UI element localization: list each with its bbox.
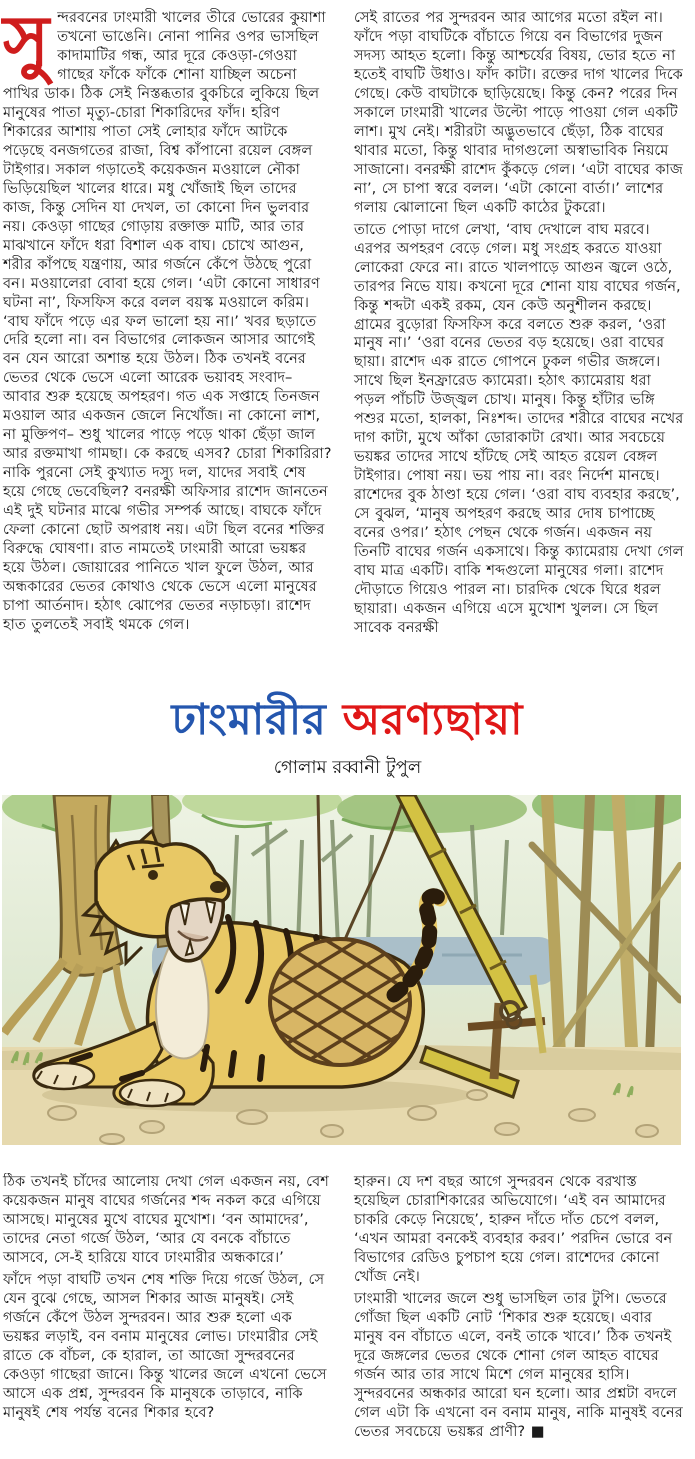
article-title	[0, 697, 695, 744]
paragraph: সেই রাতের পর সুন্দরবন আর আগের মতো রইল না। ফাঁদে পড়া বাঘটিকে বাঁচাতে গিয়ে বন বিভাগের দুজন সদস্য আহত হলো। কিন্তু আশ্চর্যের বিষয়, ভোর হতে না হতেই বাঘটি উধাও। ফাঁদ কাটা। রক্তের দাগ খালের দিকে গেছে। কেউ বাঘটাকে ছাড়িয়েছে। কিন্তু কেন? পরের দিন সকালে ঢাংমারী খালের উল্টো পাড়ে পাওয়া গেল একটি লাশ। মুখ নেই। শরীরটা অদ্ভুতভাবে ছেঁড়া, ঠিক বাঘের থাবার মতো, কিন্তু থাবার দাগগুলো অস্বাভাবিক নিয়মে সাজানো। বনরক্ষী রাশেদ কুঁকড়ে গেল। ‘এটা বাঘের কাজ না’, সে চাপা স্বরে বলল। ‘এটা কোনো বার্তা।’ লাশের গলায় ঝোলানো ছিল একটি কাঠের টুকরো।	[354, 9, 683, 216]
paragraph: ঠিক তখনই চাঁদের আলোয় দেখা গেল একজন নয়, বেশ কয়েকজন মানুষ বাঘের গর্জনের শব্দ নকল করে এগিয়ে আসছে। মানুষের মুখে বাঘের মুখোশ। ‘বন আমাদের’, তাদের নেতা গর্জে উঠল, ‘আর যে বনকে বাঁচাতে আসবে, সে-ই হারিয়ে যাবে ঢাংমারীর অন্ধকারে।’	[3, 1173, 329, 1267]
title-word-2: অরণ্যছায়া	[342, 695, 524, 745]
paragraph-text: ন্দরবনের ঢাংমারী খালের তীরে ভোরের কুয়াশা তখনো ভাঙেনি। নোনা পানির ওপর ভাসছিল কাদামাটির গন্ধ, আর দূরে কেওড়া-গেওয়া গাছের ফাঁকে ফাঁকে শোনা যাচ্ছিল অচেনা পাখির ডাক। ঠিক সেই নিস্তব্ধতার বুকচিরে লুকিয়ে ছিল মানুষের পাতা মৃত্যু-চোরা শিকারিদের ফাঁদ। হরিণ শিকারের আশায় পাতা সেই লোহার ফাঁদে আটকে পড়েছে বনজগতের রাজা, বিশ্ব কাঁপানো রয়েল বেঙ্গল টাইগার। সকাল গড়াতেই কয়েকজন মওয়ালে নৌকা ভিড়িয়েছিল খালের ধারে। মধু খোঁজাই ছিল তাদের কাজ, কিন্তু সেদিন যা দেখল, তা কোনো দিন ভুলবার নয়। কেওড়া গাছের গোড়ায় রক্তাক্ত মাটি, আর তার মাঝখানে ফাঁদে ধরা বিশাল এক বাঘ। চোখে আগুন, শরীর কাঁপছে যন্ত্রণায়, আর গর্জনে কেঁপে উঠছে পুরো বন। মওয়ালেরা বোবা হয়ে গেল। ‘এটা কোনো সাধারণ ঘটনা না’, ফিসফিস করে বলল বয়স্ক মওয়ালে করিম। ‘বাঘ ফাঁদে পড়ে এর ফল ভালো হয় না।’ খবর ছড়াতে দেরি হলো না। বন বিভাগের লোকজন আসার আগেই বন যেন আরো অশান্ত হয়ে উঠল। ঠিক তখনই বনের ভেতর থেকে ভেসে এলো আরেক ভয়াবহ সংবাদ– আবার শুরু হয়েছে অপহরণ। গত এক সপ্তাহে তিনজন মওয়াল আর একজন জেলে নিখোঁজ। না কোনো লাশ, না মুক্তিপণ– শুধু খালের পাড়ে পড়ে থাকা ছেঁড়া জাল আর রক্তমাখা গামছা। কে করছে এসব? চোরা শিকারিরা? নাকি পুরনো সেই কুখ্যাত দস্যু দল, যাদের সবাই শেষ হয়ে গেছে ভেবেছিল? বনরক্ষী অফিসার রাশেদ জানতেন এই দুই ঘটনার মাঝে গভীর সম্পর্ক আছে। বাঘকে ফাঁদে ফেলা কোনো ছোট অপরাধ নয়। এটা ছিল বনের শক্তির বিরুদ্ধে ঘোষণা। রাত নামতেই ঢাংমারী আরো ভয়ঙ্কর হয়ে উঠল। জোয়ারের পানিতে খাল ফুলে উঠল, আর অন্ধকারের ভেতর কোথাও থেকে ভেসে এলো মানুষের চাপা আর্তনাদ। হঠাৎ ঝোপের ভেতর নড়াচড়া। রাশেদ হাত তুলতেই সবাই থমকে গেল।	[3, 9, 332, 633]
paragraph	[3, 0, 333, 635]
column-bottom-right	[354, 1173, 684, 1459]
column-bottom-left	[3, 1173, 333, 1459]
tiger-nose	[210, 881, 226, 893]
paragraph: তাতে পোড়া দাগে লেখা, ‘বাঘ দেখালে বাঘ মরবে। এরপর অপহরণ বেড়ে গেল। মধু সংগ্রহ করতে যাওয়া লোকেরা ফেরে না। রাতে খালপাড়ে আগুন জ্বলে ওঠে, তারপর নিভে যায়। কখনো দূরে শোনা যায় বাঘের গর্জন, কিন্তু শব্দটা একই রকম, যেন কেউ অনুশীলন করছে। গ্রামের বুড়োরা ফিসফিস করে বলতে শুরু করল, ‘ওরা মানুষ না।’ ‘ওরা বনের ভেতর বড় হয়েছে। ওরা বাঘের ছায়া। রাশেদ এক রাতে গোপনে ঢুকল গভীর জঙ্গলে। সাথে ছিল ইনফ্রারেড ক্যামেরা। হঠাৎ ক্যামেরায় ধরা পড়ল পাঁচটি উজ্জ্বল চোখ। মানুষ। কিন্তু হাঁটার ভঙ্গি পশুর মতো, হালকা, নিঃশব্দ। তাদের শরীরে বাঘের নখের দাগ কাটা, মুখে আঁকা ডোরাকাটা রেখা। আর সবচেয়ে ভয়ঙ্কর তাদের সাথে হাঁটছে সেই আহত রয়েল বেঙ্গল টাইগার। পোষা নয়। ভয় পায় না। বরং নির্দেশ মানছে। রাশেদের বুক ঠাণ্ডা হয়ে গেল। ‘ওরা বাঘ ব্যবহার করছে’, সে বুঝল, ‘মানুষ অপহরণ করছে আর দোষ চাপাচ্ছে বনের ওপর।’ হঠাৎ পেছন থেকে গর্জন। একজন নয় তিনটি বাঘের গর্জন একসাথে। কিন্তু ক্যামেরায় দেখা গেল বাঘ মাত্র একটি। বাকি শব্দগুলো মানুষের গলা। রাশেদ দৌড়াতে গিয়েও পারল না। চারদিক থেকে ঘিরে ধরল ছায়ারা। একজন এগিয়ে এসে মুখোশ খুলল। সে ছিল সাবেক বনরক্ষী	[354, 220, 684, 636]
title-word-1: ঢাংমারীর	[171, 695, 327, 745]
drop-cap: সু	[3, 0, 50, 82]
byline: গোলাম রব্বানী টুপুল	[273, 757, 422, 779]
intro-columns	[0, 0, 695, 685]
paragraph: ফাঁদে পড়া বাঘটি তখন শেষ শক্তি দিয়ে গর্জে উঠল, সে যেন বুঝে গেছে, আসল শিকার আজ মানুষই। সেই গর্জনে কেঁপে উঠল সুন্দরবন। আর শুরু হলো এক ভয়ঙ্কর লড়াই, বন বনাম মানুষের লোভ। ঢাংমারীর সেই রাতে কে বাঁচল, কে হারাল, তা আজো সুন্দরবনের কেওড়া গাছেরা জানে। কিন্তু খালের জলে এখনো ভেসে আসে এক প্রশ্ন, সুন্দরবন কি মানুষকে তাড়াবে, নাকি মানুষই শেষ পর্যন্ত বনের শিকার হবে?	[3, 1271, 327, 1421]
paragraph: হারুন। যে দশ বছর আগে সুন্দরবন থেকে বরখাস্ত হয়েছিল চোরাশিকারের অভিযোগে। ‘এই বন আমাদের চাকরি কেড়ে নিয়েছে’, হারুন দাঁতে দাঁত চেপে বলল, ‘এখন আমরা বনকেই ব্যবহার করব।’ পরদিন ভোরে বন বিভাগের রেডিও চুপচাপ হয়ে গেল। রাশেদের কোনো খোঁজ নেই।	[354, 1173, 673, 1286]
tiger-chest	[156, 945, 209, 1059]
closing-columns	[0, 1173, 695, 1459]
column-top-left	[3, 0, 333, 685]
article-illustration	[2, 795, 681, 1145]
column-top-right	[354, 9, 684, 685]
tiger-eye	[148, 870, 158, 880]
paragraph: ঢাংমারী খালের জলে শুধু ভাসছিল তার টুপি। ভেতরে গোঁজা ছিল একটি নোট ‘শিকার শুরু হয়েছে। এবার মানুষ বন বাঁচাতে এলে, বনই তাকে খাবে।’ ঠিক তখনই দূরে জঙ্গলের ভেতর থেকে শোনা গেল আহত বাঘের গর্জন আর তার সাথে মিশে গেল মানুষের হাসি। সুন্দরবনের অন্ধকার আরো ঘন হলো। আর প্রশ্নটা বদলে গেল এটা কি এখনো বন বনাম মানুষ, নাকি মানুষই বনের ভেতর সবচেয়ে ভয়ঙ্কর প্রাণী? ■	[354, 1290, 683, 1440]
tiger-trap-drawing	[2, 795, 681, 1145]
